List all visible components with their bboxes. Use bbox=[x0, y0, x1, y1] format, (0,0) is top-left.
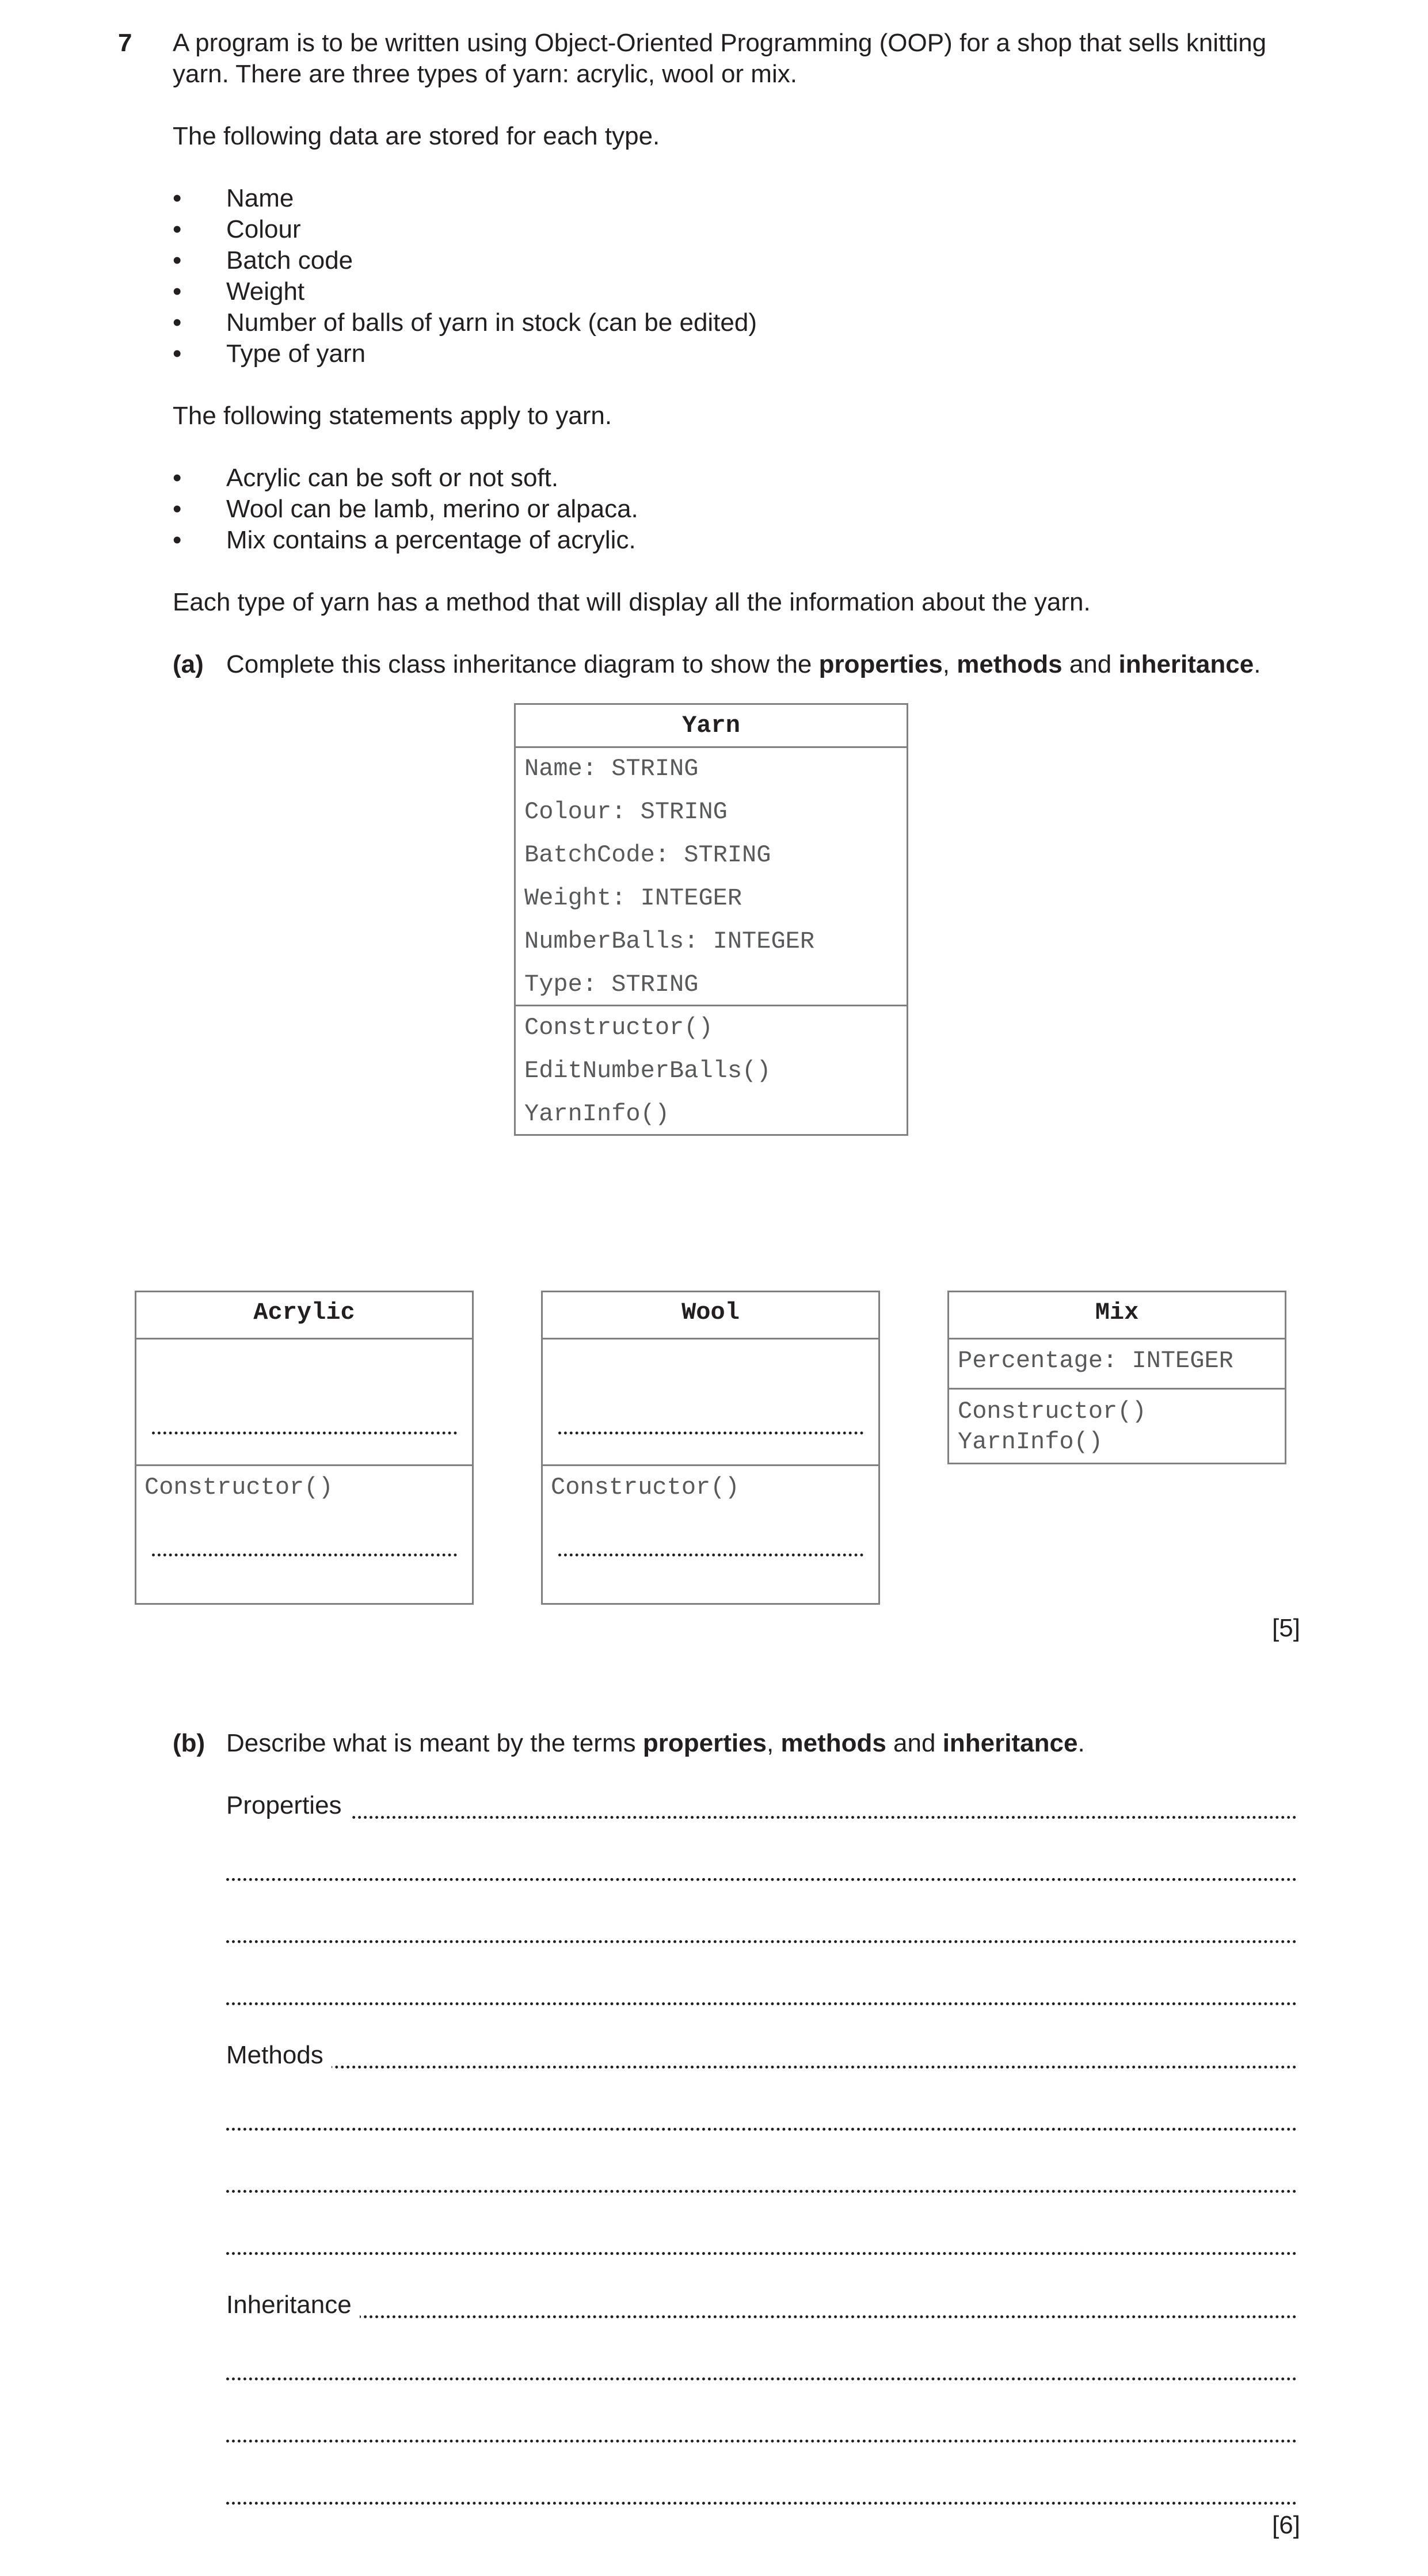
answer-line[interactable] bbox=[226, 1940, 1297, 1943]
intro-line-2: yarn. There are three types of yarn: acrylic, wool or mix. bbox=[173, 60, 797, 88]
yarn-property: NumberBalls: INTEGER bbox=[524, 928, 815, 955]
yarn-title-divider bbox=[514, 746, 908, 748]
wool-methods-divider bbox=[541, 1464, 880, 1466]
part-b-marks: [6] bbox=[1272, 2511, 1300, 2539]
part-b-sep1: , bbox=[767, 1729, 781, 1757]
mix-method: YarnInfo() bbox=[958, 1428, 1103, 1456]
bullet-icon: • bbox=[173, 277, 182, 306]
bullet-icon: • bbox=[173, 184, 182, 212]
part-b-prompt bbox=[226, 1728, 1085, 1759]
part-a-marks: [5] bbox=[1272, 1614, 1300, 1642]
part-a-sep1: , bbox=[942, 650, 957, 678]
yarn-property: BatchCode: STRING bbox=[524, 841, 771, 869]
part-b-bold-properties: properties bbox=[642, 1729, 767, 1757]
part-a-text-after: . bbox=[1254, 650, 1261, 678]
method-sentence: Each type of yarn has a method that will display all the information about the yarn. bbox=[173, 588, 1091, 616]
mix-property: Percentage: INTEGER bbox=[958, 1347, 1233, 1375]
answer-line[interactable] bbox=[226, 2252, 1297, 2255]
yarn-property: Name: STRING bbox=[524, 755, 699, 783]
acrylic-class-title: Acrylic bbox=[253, 1299, 355, 1326]
list-item: Wool can be lamb, merino or alpaca. bbox=[226, 495, 638, 523]
list-item: Weight bbox=[226, 277, 305, 306]
answer-line[interactable] bbox=[226, 2502, 1297, 2505]
yarn-method: EditNumberBalls() bbox=[524, 1057, 771, 1085]
yarn-class-title: Yarn bbox=[682, 712, 740, 739]
part-b-text-before: Describe what is meant by the terms bbox=[226, 1729, 643, 1757]
mix-method: Constructor() bbox=[958, 1398, 1147, 1425]
list-item: Number of balls of yarn in stock (can be edited) bbox=[226, 308, 757, 337]
part-b-label: (b) bbox=[173, 1729, 205, 1757]
inheritance-label: Inheritance bbox=[226, 2289, 360, 2321]
acrylic-method: Constructor() bbox=[144, 1474, 333, 1501]
mix-methods-divider bbox=[947, 1388, 1286, 1390]
properties-label: Properties bbox=[226, 1790, 350, 1821]
statements-intro: The following statements apply to yarn. bbox=[173, 402, 612, 430]
bullet-icon: • bbox=[173, 339, 182, 368]
bullet-icon: • bbox=[173, 526, 182, 554]
yarn-methods-divider bbox=[514, 1005, 908, 1006]
answer-line[interactable] bbox=[226, 2002, 1297, 2005]
acrylic-title-divider bbox=[135, 1338, 474, 1339]
part-b-bold-methods: methods bbox=[780, 1729, 886, 1757]
wool-method-answer-line[interactable] bbox=[558, 1554, 863, 1556]
list-item: Type of yarn bbox=[226, 339, 366, 368]
methods-label: Methods bbox=[226, 2040, 332, 2071]
wool-title-divider bbox=[541, 1338, 880, 1339]
mix-class-title: Mix bbox=[1095, 1299, 1139, 1326]
part-a-label: (a) bbox=[173, 650, 204, 678]
bullet-icon: • bbox=[173, 215, 182, 243]
answer-line[interactable] bbox=[226, 1878, 1297, 1881]
answer-line[interactable] bbox=[226, 2440, 1297, 2443]
list-item: Batch code bbox=[226, 246, 353, 274]
part-a-prompt bbox=[226, 649, 1261, 680]
answer-line[interactable] bbox=[226, 2315, 1297, 2318]
acrylic-property-answer-line[interactable] bbox=[152, 1432, 457, 1434]
part-a-text-before: Complete this class inheritance diagram to show the bbox=[226, 650, 819, 678]
list-item: Colour bbox=[226, 215, 301, 243]
yarn-property: Type: STRING bbox=[524, 971, 699, 998]
answer-line[interactable] bbox=[226, 2190, 1297, 2193]
mix-title-divider bbox=[947, 1338, 1286, 1339]
answer-line[interactable] bbox=[226, 2066, 1297, 2069]
answer-line[interactable] bbox=[226, 2128, 1297, 2131]
part-b-text-after: . bbox=[1077, 1729, 1085, 1757]
wool-property-answer-line[interactable] bbox=[558, 1432, 863, 1434]
bullet-icon: • bbox=[173, 495, 182, 523]
answer-line[interactable] bbox=[226, 1816, 1297, 1819]
bullet-icon: • bbox=[173, 308, 182, 337]
yarn-property: Weight: INTEGER bbox=[524, 884, 742, 912]
yarn-method: YarnInfo() bbox=[524, 1100, 670, 1128]
intro-line-1: A program is to be written using Object-Oriented Programming (OOP) for a shop that sells knitting bbox=[173, 29, 1267, 57]
list-item: Mix contains a percentage of acrylic. bbox=[226, 526, 636, 554]
acrylic-methods-divider bbox=[135, 1464, 474, 1466]
answer-line[interactable] bbox=[226, 2377, 1297, 2380]
list-item: Acrylic can be soft or not soft. bbox=[226, 464, 559, 492]
question-number: 7 bbox=[118, 29, 132, 57]
part-a-bold-methods: methods bbox=[957, 650, 1063, 678]
part-a-bold-properties: properties bbox=[818, 650, 943, 678]
part-a-sep2: and bbox=[1062, 650, 1119, 678]
bullet-icon: • bbox=[173, 464, 182, 492]
data-intro: The following data are stored for each type. bbox=[173, 122, 660, 150]
wool-class-title: Wool bbox=[681, 1299, 740, 1326]
part-b-bold-inheritance: inheritance bbox=[942, 1729, 1078, 1757]
yarn-property: Colour: STRING bbox=[524, 798, 728, 826]
acrylic-method-answer-line[interactable] bbox=[152, 1554, 457, 1556]
wool-method: Constructor() bbox=[551, 1474, 740, 1501]
bullet-icon: • bbox=[173, 246, 182, 274]
yarn-method: Constructor() bbox=[524, 1014, 713, 1041]
part-b-sep2: and bbox=[886, 1729, 943, 1757]
list-item: Name bbox=[226, 184, 294, 212]
part-a-bold-inheritance: inheritance bbox=[1118, 650, 1254, 678]
